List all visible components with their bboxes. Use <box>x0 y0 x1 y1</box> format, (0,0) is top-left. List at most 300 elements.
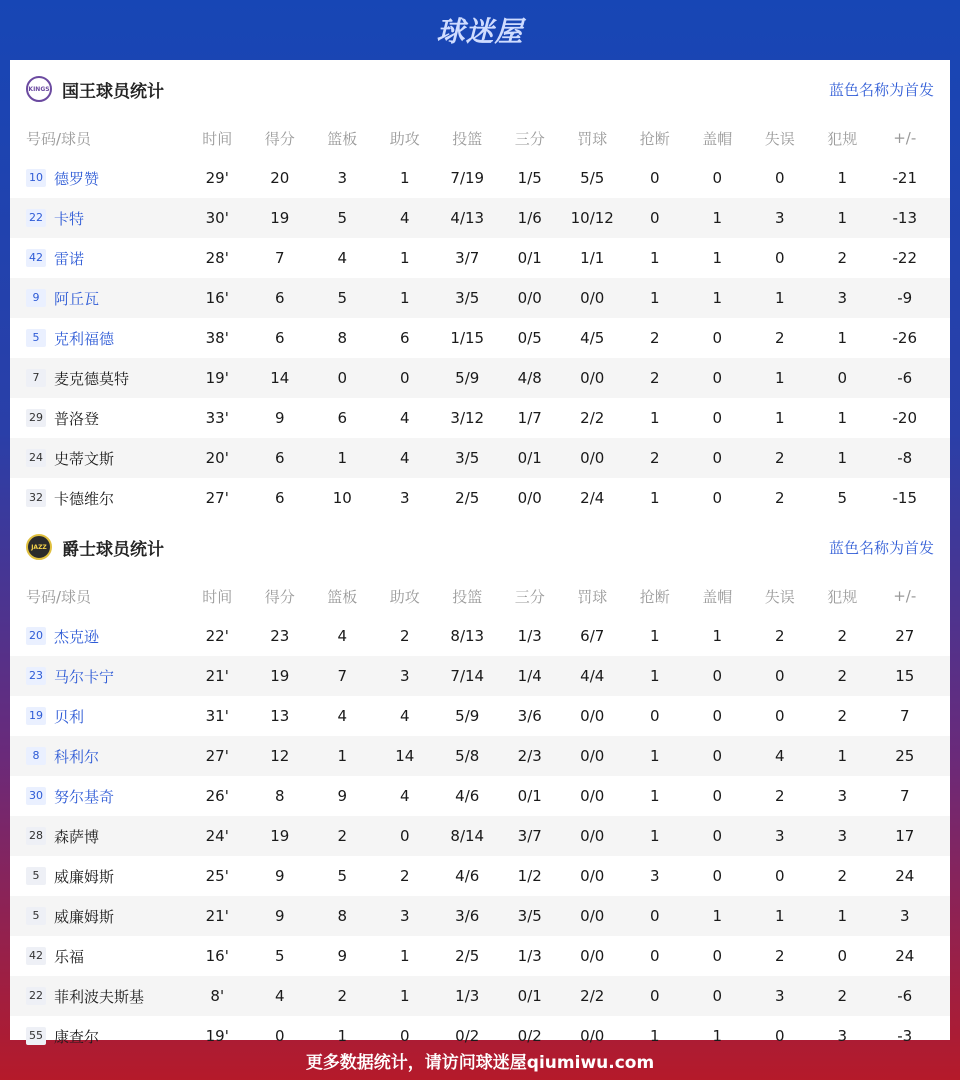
stat-cell: 24 <box>895 867 915 885</box>
jersey-number: 42 <box>26 249 46 267</box>
table-row[interactable] <box>10 776 950 816</box>
stat-cell: 4 <box>399 209 410 227</box>
stat-cell: 0 <box>774 867 785 885</box>
stat-cell: 0 <box>712 987 723 1005</box>
stat-cell: 1/7 <box>517 409 542 427</box>
stat-cell: 7/19 <box>450 169 485 187</box>
stat-cell: 1 <box>837 409 848 427</box>
stat-cell: 0 <box>399 1027 410 1045</box>
player-name[interactable]: 科利尔 <box>54 747 100 766</box>
stat-cell: 1 <box>649 1027 660 1045</box>
stat-cell: 5 <box>337 867 348 885</box>
stat-cell: 1 <box>712 289 723 307</box>
stat-cell: 22' <box>205 627 229 645</box>
player-name[interactable]: 乐福 <box>54 947 85 966</box>
jersey-number: 24 <box>26 449 46 467</box>
table-row[interactable] <box>10 318 950 358</box>
stat-cell: 3 <box>899 907 910 925</box>
stat-cell: 0 <box>712 449 723 467</box>
stat-cell: 4/4 <box>580 667 605 685</box>
stat-cell: 4/5 <box>580 329 605 347</box>
column-header: 得分 <box>264 129 295 148</box>
stat-cell: 0 <box>712 827 723 845</box>
stat-cell: 3/7 <box>455 249 480 267</box>
stat-cell: 0 <box>774 667 785 685</box>
stat-cell: 6 <box>274 449 285 467</box>
stat-cell: 0/2 <box>517 1027 542 1045</box>
stat-cell: 0 <box>712 409 723 427</box>
column-header: 罚球 <box>577 587 608 606</box>
stat-cell: 26' <box>205 787 229 805</box>
stat-cell: 1 <box>837 209 848 227</box>
stat-cell: -13 <box>892 209 917 227</box>
column-header: 盖帽 <box>702 129 733 148</box>
table-row[interactable] <box>10 198 950 238</box>
stat-cell: 0 <box>712 329 723 347</box>
stat-cell: 6 <box>337 409 348 427</box>
stat-cell: 5/9 <box>455 707 480 725</box>
stat-cell: 5 <box>837 489 848 507</box>
stat-cell: 1 <box>649 667 660 685</box>
jersey-number: 32 <box>26 489 46 507</box>
kings-logo-icon: KINGS <box>26 76 52 102</box>
stat-cell: 0 <box>712 169 723 187</box>
stat-cell: 4 <box>399 409 410 427</box>
stats-card <box>10 60 950 1046</box>
stat-cell: 0/0 <box>580 827 605 845</box>
stat-cell: 4/6 <box>455 787 480 805</box>
stat-cell: 3 <box>649 867 660 885</box>
stat-cell: 24 <box>895 947 915 965</box>
stat-cell: -3 <box>897 1027 913 1045</box>
stat-cell: 2 <box>399 627 410 645</box>
jersey-number: 22 <box>26 209 46 227</box>
table-row[interactable] <box>10 616 950 656</box>
player-cell <box>10 906 186 927</box>
stat-cell: 2 <box>837 867 848 885</box>
column-header: +/- <box>893 129 917 147</box>
stat-cell: 1 <box>649 249 660 267</box>
column-header: 抢断 <box>639 587 670 606</box>
player-name[interactable]: 卡特 <box>54 209 85 228</box>
stat-cell: 0 <box>337 369 348 387</box>
team-section <box>10 60 950 518</box>
stat-cell: 19' <box>205 369 229 387</box>
player-cell <box>10 328 186 349</box>
player-cell <box>10 208 186 229</box>
stat-cell: 0/1 <box>517 787 542 805</box>
footer-banner[interactable]: 更多数据统计，请访问球迷屋qiumiwu.com <box>305 1052 655 1073</box>
player-name[interactable]: 阿丘瓦 <box>54 289 100 308</box>
stat-cell: -6 <box>897 369 913 387</box>
jersey-number: 23 <box>26 667 46 685</box>
section-title-text: 国王球员统计 <box>62 81 164 102</box>
stat-cell: 4 <box>337 627 348 645</box>
stat-cell: 6 <box>274 289 285 307</box>
jersey-number: 10 <box>26 169 46 187</box>
stat-cell: 3/12 <box>450 409 485 427</box>
stat-cell: 4 <box>399 787 410 805</box>
column-header: 助攻 <box>389 587 420 606</box>
stat-cell: 20' <box>205 449 229 467</box>
table-row[interactable] <box>10 656 950 696</box>
player-cell <box>10 746 186 767</box>
jersey-number: 5 <box>26 867 46 885</box>
table-row[interactable] <box>10 896 950 936</box>
player-name[interactable]: 史蒂文斯 <box>54 449 115 468</box>
stat-cell: 0 <box>774 249 785 267</box>
stat-cell: 0 <box>712 787 723 805</box>
stat-cell: 4 <box>337 707 348 725</box>
stat-cell: 7/14 <box>450 667 485 685</box>
stat-cell: 9 <box>274 409 285 427</box>
stat-cell: 3 <box>774 209 785 227</box>
stat-cell: 0/0 <box>580 867 605 885</box>
section-title-text: 爵士球员统计 <box>62 539 164 560</box>
stat-cell: 33' <box>205 409 229 427</box>
column-header: 得分 <box>264 587 295 606</box>
stat-cell: 1 <box>712 249 723 267</box>
stat-cell: 0 <box>712 867 723 885</box>
stat-cell: 3/5 <box>517 907 542 925</box>
stat-cell: 1 <box>837 747 848 765</box>
stat-cell: 1 <box>399 289 410 307</box>
column-header: 罚球 <box>577 129 608 148</box>
column-header: 时间 <box>202 587 233 606</box>
player-name[interactable]: 贝利 <box>54 707 85 726</box>
jersey-number: 9 <box>26 289 46 307</box>
stat-cell: 27 <box>895 627 915 645</box>
stat-cell: 6 <box>399 329 410 347</box>
brand-logo: 球迷屋 <box>436 15 524 48</box>
stat-cell: 28' <box>205 249 229 267</box>
stat-cell: 1/2 <box>517 867 542 885</box>
stat-cell: 0/0 <box>580 449 605 467</box>
player-cell <box>10 986 186 1007</box>
jersey-number: 7 <box>26 369 46 387</box>
player-name[interactable]: 菲利波夫斯基 <box>54 987 145 1006</box>
stat-cell: 1 <box>774 907 785 925</box>
stat-cell: 4 <box>274 987 285 1005</box>
stat-cell: 10/12 <box>570 209 614 227</box>
table-row[interactable] <box>10 816 950 856</box>
player-name[interactable]: 麦克德莫特 <box>54 369 130 388</box>
jersey-number: 20 <box>26 627 46 645</box>
stat-cell: 0 <box>712 489 723 507</box>
player-name[interactable]: 杰克逊 <box>54 627 100 646</box>
column-header: 号码/球员 <box>26 129 92 148</box>
stat-cell: 2/2 <box>580 409 605 427</box>
player-name[interactable]: 德罗赞 <box>54 169 100 188</box>
stat-cell: 25 <box>895 747 915 765</box>
stat-cell: 16' <box>205 947 229 965</box>
stat-cell: 2 <box>837 667 848 685</box>
jersey-number: 8 <box>26 747 46 765</box>
stat-cell: 1 <box>837 907 848 925</box>
stat-cell: 15 <box>895 667 915 685</box>
stat-cell: 0 <box>712 667 723 685</box>
stat-cell: 1 <box>712 907 723 925</box>
table-row[interactable] <box>10 158 950 198</box>
stat-cell: 1 <box>649 489 660 507</box>
stat-cell: 7 <box>274 249 285 267</box>
stat-cell: 0 <box>399 369 410 387</box>
table-header-row <box>10 118 950 158</box>
stat-cell: 1 <box>774 409 785 427</box>
stat-cell: 0/0 <box>517 289 542 307</box>
stat-cell: 1 <box>337 449 348 467</box>
stat-cell: 8 <box>337 907 348 925</box>
stat-cell: 0/1 <box>517 449 542 467</box>
stat-cell: 21' <box>205 667 229 685</box>
player-cell <box>10 448 186 469</box>
table-row[interactable] <box>10 478 950 518</box>
stat-cell: 7 <box>899 707 910 725</box>
stat-cell: 6 <box>274 329 285 347</box>
stat-cell: 2/3 <box>517 747 542 765</box>
stat-cell: -22 <box>892 249 917 267</box>
stat-cell: 1 <box>774 289 785 307</box>
stat-cell: 0 <box>712 947 723 965</box>
stat-cell: 0/1 <box>517 249 542 267</box>
stat-cell: 4 <box>774 747 785 765</box>
table-row[interactable] <box>10 438 950 478</box>
stat-cell: 12 <box>270 747 290 765</box>
stat-cell: 1 <box>399 169 410 187</box>
stat-cell: 1 <box>712 627 723 645</box>
stat-cell: 9 <box>274 867 285 885</box>
stat-cell: 19' <box>205 1027 229 1045</box>
stat-cell: 0/0 <box>580 1027 605 1045</box>
stat-cell: 2 <box>837 249 848 267</box>
stat-cell: 0 <box>774 169 785 187</box>
player-name[interactable]: 克利福德 <box>54 329 115 348</box>
stat-cell: 2 <box>337 987 348 1005</box>
section-header <box>10 60 950 118</box>
stat-cell: 21' <box>205 907 229 925</box>
stat-cell: 2 <box>774 627 785 645</box>
stat-cell: 1 <box>399 987 410 1005</box>
stat-cell: 2 <box>649 329 660 347</box>
table-row[interactable] <box>10 736 950 776</box>
stat-cell: 0/1 <box>517 987 542 1005</box>
table-row[interactable] <box>10 238 950 278</box>
stat-cell: -21 <box>892 169 917 187</box>
player-cell <box>10 408 186 429</box>
stat-cell: 8 <box>337 329 348 347</box>
stat-cell: 1 <box>649 747 660 765</box>
starter-note: 蓝色名称为首发 <box>828 80 934 99</box>
column-header: 失误 <box>764 587 795 606</box>
player-name[interactable]: 威廉姆斯 <box>54 867 115 886</box>
column-header: 时间 <box>202 129 233 148</box>
player-cell <box>10 368 186 389</box>
jersey-number: 22 <box>26 987 46 1005</box>
stat-cell: 5 <box>337 209 348 227</box>
stat-cell: -15 <box>892 489 917 507</box>
stat-cell: 9 <box>337 947 348 965</box>
player-cell <box>10 866 186 887</box>
stat-cell: 7 <box>899 787 910 805</box>
stat-cell: 8/13 <box>450 627 485 645</box>
column-header: 犯规 <box>827 587 858 606</box>
stat-cell: 0/2 <box>455 1027 480 1045</box>
stat-cell: 0/5 <box>517 329 542 347</box>
stat-cell: 0 <box>837 369 848 387</box>
stat-cell: 0 <box>649 947 660 965</box>
table-row[interactable] <box>10 398 950 438</box>
column-header: 三分 <box>514 587 545 606</box>
player-cell <box>10 826 186 847</box>
stat-cell: 0 <box>274 1027 285 1045</box>
player-name[interactable]: 普洛登 <box>54 409 100 428</box>
stat-cell: 13 <box>270 707 290 725</box>
column-header: 篮板 <box>327 587 358 606</box>
stat-cell: 3/5 <box>455 449 480 467</box>
jersey-number: 5 <box>26 907 46 925</box>
stat-cell: 4/13 <box>450 209 485 227</box>
stat-cell: 0 <box>649 907 660 925</box>
player-name[interactable]: 努尔基奇 <box>54 787 115 806</box>
jersey-number: 28 <box>26 827 46 845</box>
stat-cell: 1 <box>399 947 410 965</box>
stat-cell: 5/5 <box>580 169 605 187</box>
stat-cell: 2/5 <box>455 489 480 507</box>
stat-cell: 3 <box>399 667 410 685</box>
stat-cell: 5 <box>337 289 348 307</box>
stat-cell: 1 <box>837 449 848 467</box>
stat-cell: 3 <box>837 1027 848 1045</box>
stat-cell: 3 <box>774 987 785 1005</box>
column-header: 失误 <box>764 129 795 148</box>
table-row[interactable] <box>10 936 950 976</box>
stat-cell: 20 <box>270 169 290 187</box>
table-row[interactable] <box>10 696 950 736</box>
stat-cell: 9 <box>274 907 285 925</box>
stat-cell: 5/8 <box>455 747 480 765</box>
stat-cell: 1 <box>712 1027 723 1045</box>
stat-cell: 1/3 <box>517 627 542 645</box>
stat-cell: 4 <box>337 249 348 267</box>
table-row[interactable] <box>10 856 950 896</box>
jazz-logo-icon: JAZZ <box>26 534 52 560</box>
stat-cell: 1 <box>712 209 723 227</box>
stat-cell: 6/7 <box>580 627 605 645</box>
table-row[interactable] <box>10 976 950 1016</box>
stat-cell: 2 <box>837 627 848 645</box>
stat-cell: 0 <box>712 747 723 765</box>
jersey-number: 5 <box>26 329 46 347</box>
stat-cell: 6 <box>274 489 285 507</box>
stat-cell: 3/6 <box>455 907 480 925</box>
stat-cell: 19 <box>270 209 290 227</box>
stat-cell: 7 <box>337 667 348 685</box>
app-header <box>0 0 960 60</box>
stat-cell: 0/0 <box>580 369 605 387</box>
stat-cell: 0 <box>649 707 660 725</box>
stat-cell: 0 <box>399 827 410 845</box>
stat-cell: 16' <box>205 289 229 307</box>
player-name[interactable]: 雷诺 <box>54 249 85 268</box>
stat-cell: 0/0 <box>580 747 605 765</box>
stat-cell: 19 <box>270 827 290 845</box>
stat-cell: 27' <box>205 747 229 765</box>
stat-cell: 0/0 <box>580 707 605 725</box>
stat-cell: 1 <box>837 169 848 187</box>
stat-cell: 5 <box>274 947 285 965</box>
stat-cell: 19 <box>270 667 290 685</box>
stat-cell: 1 <box>837 329 848 347</box>
stat-cell: 10 <box>332 489 352 507</box>
player-cell <box>10 168 186 189</box>
stat-cell: 2/4 <box>580 489 605 507</box>
player-name[interactable]: 森萨博 <box>54 827 100 846</box>
stat-cell: 1 <box>649 409 660 427</box>
player-name[interactable]: 康查尔 <box>54 1027 100 1046</box>
stat-cell: 14 <box>395 747 415 765</box>
stat-cell: 23 <box>270 627 290 645</box>
player-cell <box>10 488 186 509</box>
player-cell <box>10 288 186 309</box>
stat-cell: 0 <box>649 987 660 1005</box>
player-name[interactable]: 威廉姆斯 <box>54 907 115 926</box>
stat-cell: 1/3 <box>517 947 542 965</box>
player-name[interactable]: 马尔卡宁 <box>54 667 115 686</box>
stat-cell: 0/0 <box>580 787 605 805</box>
stat-cell: 9 <box>337 787 348 805</box>
section-title <box>26 76 164 102</box>
stat-cell: 1/4 <box>517 667 542 685</box>
stat-cell: 0/0 <box>580 907 605 925</box>
player-name[interactable]: 卡德维尔 <box>54 489 115 508</box>
starter-note: 蓝色名称为首发 <box>828 538 934 557</box>
stat-cell: 24' <box>205 827 229 845</box>
stat-cell: 0/0 <box>580 947 605 965</box>
column-header: 盖帽 <box>702 587 733 606</box>
stat-cell: -6 <box>897 987 913 1005</box>
player-cell <box>10 786 186 807</box>
stat-cell: 17 <box>895 827 915 845</box>
jersey-number: 55 <box>26 1027 46 1045</box>
table-row[interactable] <box>10 278 950 318</box>
stat-cell: 2/2 <box>580 987 605 1005</box>
stat-cell: 1 <box>774 369 785 387</box>
stat-cell: 4/8 <box>517 369 542 387</box>
player-cell <box>10 626 186 647</box>
stat-cell: 1/15 <box>450 329 485 347</box>
stat-cell: 1/5 <box>517 169 542 187</box>
stat-cell: 0/0 <box>580 289 605 307</box>
stat-cell: 4/6 <box>455 867 480 885</box>
stat-cell: 2 <box>399 867 410 885</box>
table-row[interactable] <box>10 358 950 398</box>
stat-cell: -26 <box>892 329 917 347</box>
stat-cell: 25' <box>205 867 229 885</box>
stat-cell: -8 <box>897 449 913 467</box>
player-cell <box>10 706 186 727</box>
stat-cell: 1/6 <box>517 209 542 227</box>
stat-cell: 8 <box>274 787 285 805</box>
stat-cell: 0/0 <box>517 489 542 507</box>
stat-cell: 2/5 <box>455 947 480 965</box>
jersey-number: 29 <box>26 409 46 427</box>
stat-cell: 0 <box>649 209 660 227</box>
jersey-number: 19 <box>26 707 46 725</box>
stat-cell: 31' <box>205 707 229 725</box>
stat-cell: 2 <box>337 827 348 845</box>
stat-cell: 1 <box>649 289 660 307</box>
stat-cell: 3 <box>399 489 410 507</box>
